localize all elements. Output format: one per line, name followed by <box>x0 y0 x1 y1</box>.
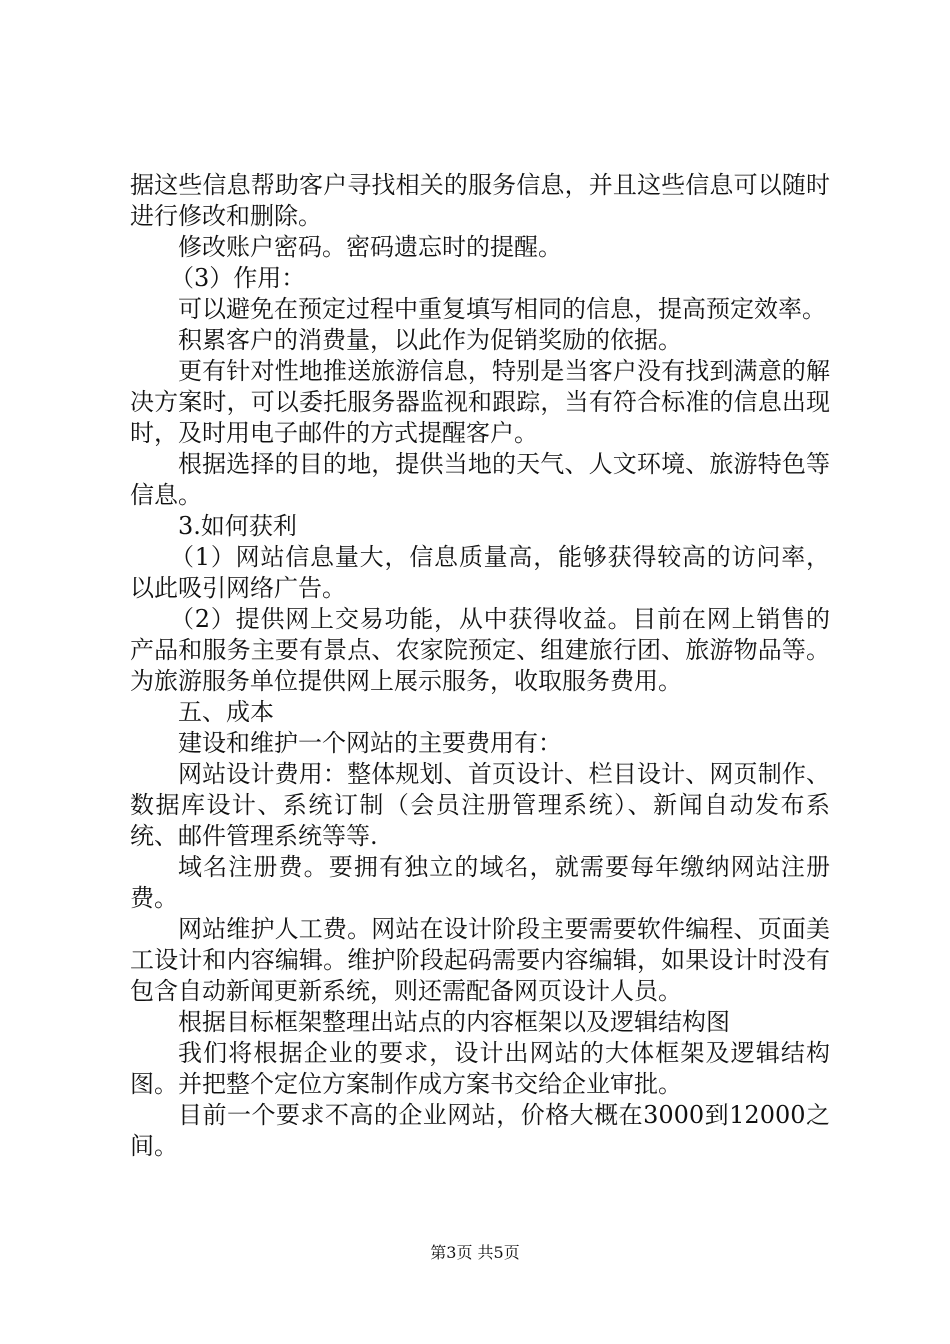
document-body <box>130 170 830 1162</box>
paragraph: 网站设计费用：整体规划、首页设计、栏目设计、网页制作、数据库设计、系统订制（会员注册管理系统）、新闻自动发布系统、邮件管理系统等等. <box>130 760 830 850</box>
paragraph: 我们将根据企业的要求，设计出网站的大体框架及逻辑结构图。并把整个定位方案制作成方案书交给企业审批。 <box>130 1039 830 1098</box>
paragraph: 建设和维护一个网站的主要费用有： <box>178 729 562 757</box>
section-heading: 五、成本 <box>178 698 274 726</box>
paragraph: 修改账户密码。密码遗忘时的提醒。 <box>178 233 562 261</box>
paragraph: （3）作用： <box>170 264 306 292</box>
paragraph: 根据选择的目的地，提供当地的天气、人文环境、旅游特色等信息。 <box>130 450 830 509</box>
paragraph: 网站维护人工费。网站在设计阶段主要需要软件编程、页面美工设计和内容编辑。维护阶段起码需要内容编辑，如果设计时没有包含自动新闻更新系统，则还需配备网页设计人员。 <box>130 915 830 1005</box>
paragraph: （2）提供网上交易功能，从中获得收益。目前在网上销售的产品和服务主要有景点、农家院预定、组建旅行团、旅游物品等。为旅游服务单位提供网上展示服务，收取服务费用。 <box>130 605 830 695</box>
paragraph: 据这些信息帮助客户寻找相关的服务信息，并且这些信息可以随时进行修改和删除。 <box>130 171 830 230</box>
paragraph: 根据目标框架整理出站点的内容框架以及逻辑结构图 <box>178 1008 730 1036</box>
paragraph: 域名注册费。要拥有独立的域名，就需要每年缴纳网站注册费。 <box>130 853 830 912</box>
page-number-footer: 第3页 共5页 <box>430 1243 520 1262</box>
paragraph: （1）网站信息量大，信息质量高，能够获得较高的访问率，以此吸引网络广告。 <box>130 543 830 602</box>
paragraph: 积累客户的消费量，以此作为促销奖励的依据。 <box>178 326 682 354</box>
paragraph: 目前一个要求不高的企业网站，价格大概在3000到12000之间。 <box>130 1101 830 1160</box>
section-heading: 3.如何获利 <box>178 512 297 540</box>
paragraph: 更有针对性地推送旅游信息，特别是当客户没有找到满意的解决方案时，可以委托服务器监视和跟踪，当有符合标准的信息出现时，及时用电子邮件的方式提醒客户。 <box>130 357 830 447</box>
paragraph: 可以避免在预定过程中重复填写相同的信息，提高预定效率。 <box>178 295 826 323</box>
